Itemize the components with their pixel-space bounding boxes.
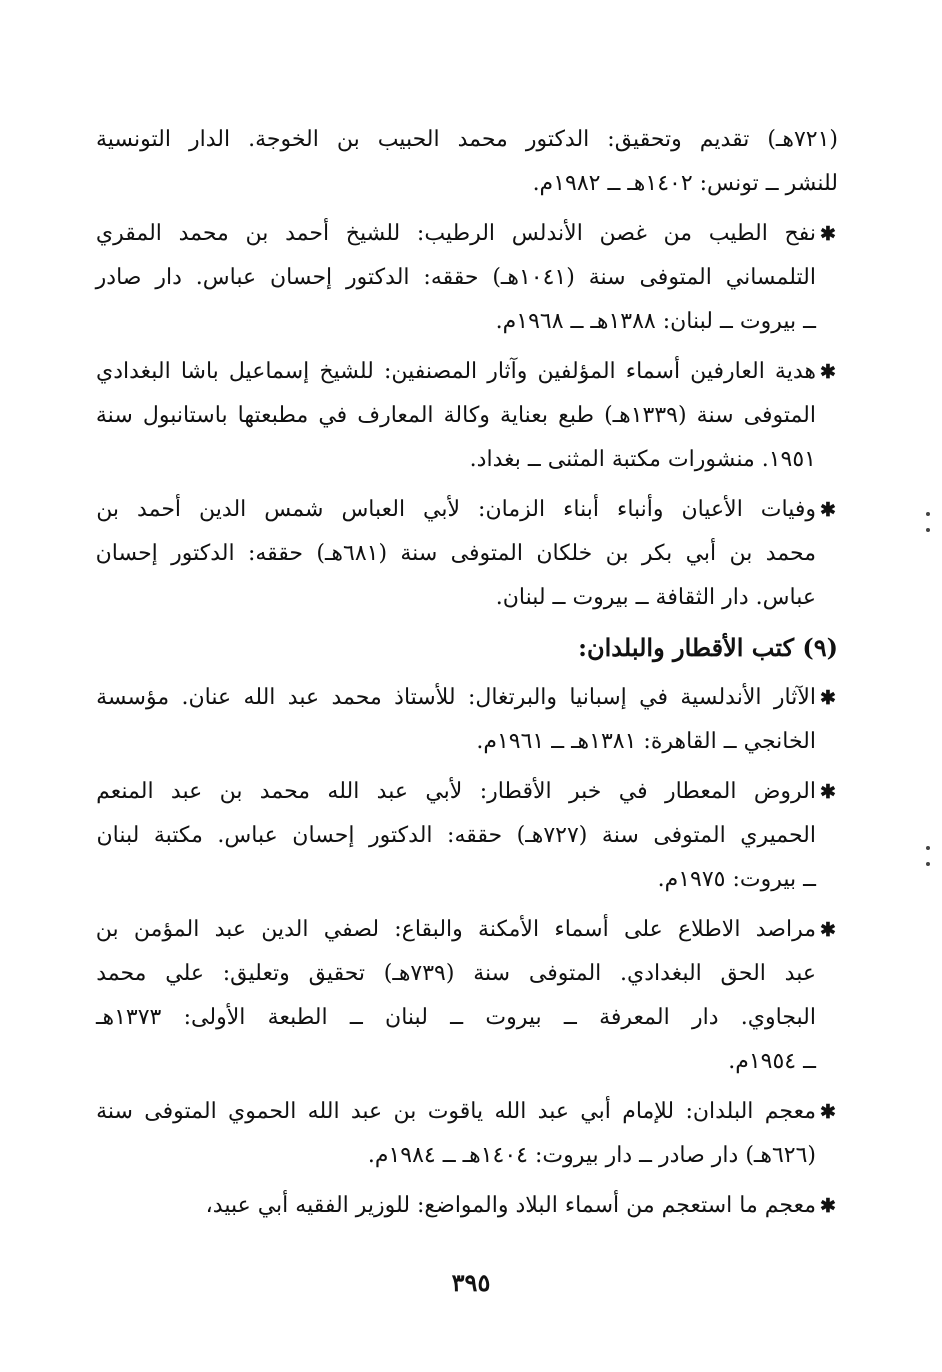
entry-line: نفح الطيب من غصن الأندلس الرطيب: للشيخ أحمد بن محمد المقري — [95, 221, 816, 246]
entry-line: عبد الحق البغدادي. المتوفى سنة (٧٣٩هـ) تحقيق وتعليق: علي محمد — [96, 961, 816, 986]
bibliography-list-bottom — [96, 676, 838, 1228]
entry-line: عباس. دار الثقافة ــ بيروت ــ لبنان. — [495, 585, 816, 610]
asterisk-bullet-icon: ✱ — [820, 1195, 836, 1217]
entry-line: مراصد الاطلاع على أسماء الأمكنة والبقاع: لصفي الدين عبد المؤمن بن — [95, 917, 816, 942]
scan-mark — [926, 846, 930, 850]
entry-line: المتوفى سنة (١٣٣٩هـ) طبع بعناية وكالة المعارف في مطبعتها باستانبول سنة — [95, 403, 816, 428]
entry-line: معجم البلدان: للإمام أبي عبد الله ياقوت بن عبد الله الحموي المتوفى سنة — [96, 1099, 816, 1124]
entry-line: ١٩٥١. منشورات مكتبة المثنى ــ بغداد. — [469, 447, 816, 472]
bibliography-entry — [96, 770, 838, 902]
bibliography-entry — [96, 488, 838, 620]
asterisk-bullet-icon: ✱ — [820, 223, 836, 245]
entry-line: الروض المعطار في خبر الأقطار: لأبي عبد الله محمد بن عبد المنعم — [96, 779, 816, 804]
page-number: ٣٩٥ — [451, 1268, 491, 1297]
entry-line: الآثار الأندلسية في إسبانيا والبرتغال: للأستاذ محمد عبد الله عنان. مؤسسة — [96, 685, 816, 710]
asterisk-bullet-icon: ✱ — [820, 361, 836, 383]
entry-line: الخانجي ــ القاهرة: ١٣٨١هـ ــ ١٩٦١م. — [476, 729, 816, 754]
bibliography-entry — [96, 908, 838, 1084]
bibliography-entry — [96, 212, 838, 344]
entry-line: هدية العارفين أسماء المؤلفين وآثار المصنفين: للشيخ إسماعيل باشا البغدادي — [95, 359, 816, 384]
asterisk-bullet-icon: ✱ — [820, 687, 836, 709]
asterisk-bullet-icon: ✱ — [820, 781, 836, 803]
entry-line: (٧٢١هـ) تقديم وتحقيق: الدكتور محمد الحبيب بن الخوجة. الدار التونسية — [95, 127, 838, 152]
bibliography-page — [96, 118, 838, 1234]
entry-line: الحميري المتوفى سنة (٧٢٧هـ) حققه: الدكتور إحسان عباس. مكتبة لبنان — [96, 823, 816, 848]
bibliography-entry — [96, 1184, 838, 1228]
entry-line: (٦٢٦هـ) دار صادر ــ دار بيروت: ١٤٠٤هـ ــ ١٩٨٤م. — [367, 1143, 816, 1168]
scan-mark — [926, 528, 930, 532]
asterisk-bullet-icon: ✱ — [820, 919, 836, 941]
bibliography-entry — [96, 350, 838, 482]
entry-line: للنشر ــ تونس: ١٤٠٢هـ ــ ١٩٨٢م. — [532, 171, 838, 196]
asterisk-bullet-icon: ✱ — [820, 1101, 836, 1123]
entry-line: ــ ١٩٥٤م. — [728, 1049, 816, 1074]
entry-line: معجم ما استعجم من أسماء البلاد والمواضع: للوزير الفقيه أبي عبيد، — [205, 1193, 816, 1218]
entry-line: التلمساني المتوفى سنة (١٠٤١هـ) حققه: الدكتور إحسان عباس. دار صادر — [95, 265, 816, 290]
bibliography-list-top — [96, 118, 838, 620]
asterisk-bullet-icon: ✱ — [820, 499, 836, 521]
bibliography-entry — [96, 1090, 838, 1178]
bibliography-entry-continuation — [96, 118, 838, 206]
entry-line: وفيات الأعيان وأنباء أبناء الزمان: لأبي العباس شمس الدين أحمد بن — [96, 497, 816, 522]
entry-line: البجاوي. دار المعرفة ــ بيروت ــ لبنان ــ الطبعة الأولى: ١٣٧٣هـ — [96, 1005, 816, 1030]
entry-line: ــ بيروت ــ لبنان: ١٣٨٨هـ ــ ١٩٦٨م. — [495, 309, 816, 334]
entry-line: ــ بيروت: ١٩٧٥م. — [657, 867, 816, 892]
scan-mark — [926, 862, 930, 866]
entry-line: محمد بن أبي بكر بن خلكان المتوفى سنة (٦٨١هـ) حققه: الدكتور إحسان — [95, 541, 816, 566]
bibliography-entry — [96, 676, 838, 764]
scan-mark — [926, 512, 930, 516]
section-heading: (٩) كتب الأقطار والبلدان: — [578, 633, 838, 662]
